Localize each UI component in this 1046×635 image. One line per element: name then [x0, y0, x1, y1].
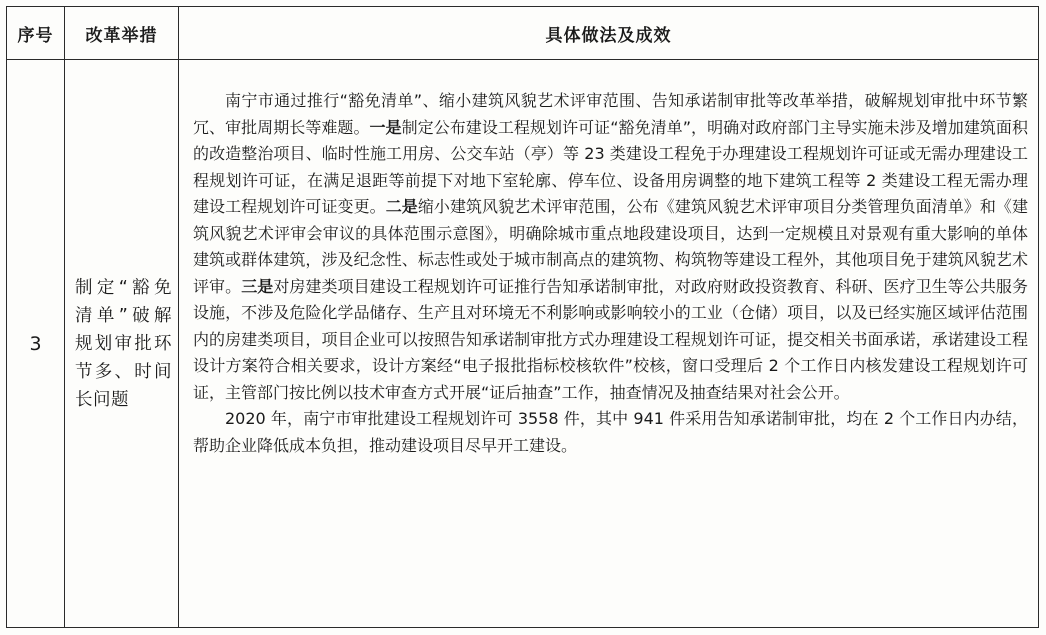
row-measure: 制定“豁免清单”破解规划审批环节多、时间长问题: [65, 60, 179, 628]
table-row: [7, 60, 1039, 628]
table-header-row: [7, 7, 1039, 60]
detail-lead-second: 二是: [385, 197, 418, 216]
detail-text-first: 制定公布建设工程规划许可证“豁免清单”，明确对政府部门主导实施未涉及增加建筑面积的改造整治项目、临时性施工用房、公交车站（亭）等 23 类建设工程免于办理建设工程规划许可证或无需办理建设工程规划许可证，在满足退距等前提下对地下室轮廓、停车位、设备用房调整的地下建筑工程等 2 类建设工程无需办理建设工程规划许可证变更。: [193, 117, 1028, 216]
row-details: [179, 60, 1039, 628]
reform-measures-table: [6, 6, 1039, 628]
header-measure: 改革举措: [65, 7, 179, 60]
row-index: 3: [7, 60, 65, 628]
detail-lead-first: 一是: [369, 117, 402, 137]
detail-paragraph-1: [193, 88, 1028, 406]
detail-text-third: 对房建类项目建设工程规划许可证推行告知承诺制审批，对政府财政投资教育、科研、医疗卫生等公共服务设施，不涉及危险化学品储存、生产且对环境无不利影响或影响较小的工业（仓储）项目，以及已经实施区域评估范围内的房建类项目，项目企业可以按照告知承诺制审批方式办理建设工程规划许可证，提交相关书面承诺，承诺建设工程设计方案符合相关要求，设计方案经“电子报批指标校核软件”校核，窗口受理后 2 个工作日内核发建设工程规划许可证，主管部门按比例以技术审查方式开展“证后抽查”工作，抽查情况及抽查结果对社会公开。: [193, 276, 1028, 402]
header-details: 具体做法及成效: [179, 7, 1039, 60]
header-index: 序号: [7, 7, 65, 60]
detail-intro: 南宁市通过推行“豁免清单”、缩小建筑风貌艺术评审范围、告知承诺制审批等改革举措，破解规划审批中环节繁冗、审批周期长等难题。: [193, 91, 1028, 137]
detail-text-second: 缩小建筑风貌艺术评审范围，公布《建筑风貌艺术评审项目分类管理负面清单》和《建筑风貌艺术评审会审议的具体范围示意图》，明确除城市重点地段建设项目，达到一定规模且对景观有重大影响的单体建筑或群体建筑，涉及纪念性、标志性或处于城市制高点的建筑物、构筑物等建设工程外，其他项目免于建筑风貌艺术评审。: [193, 197, 1028, 296]
detail-lead-third: 三是: [241, 276, 274, 296]
detail-paragraph-2: 2020 年，南宁市审批建设工程规划许可 3558 件，其中 941 件采用告知承诺制审批，均在 2 个工作日内办结，帮助企业降低成本负担，推动建设项目尽早开工建设。: [193, 409, 1028, 455]
